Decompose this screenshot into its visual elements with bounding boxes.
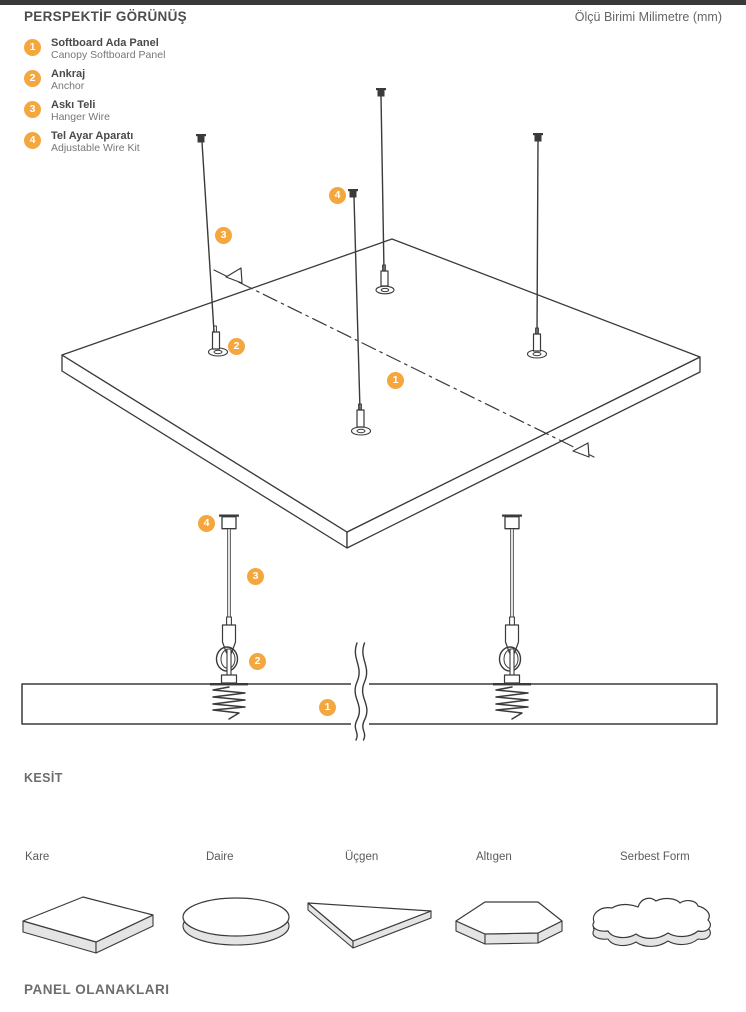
legend-title-wire: Askı Teli — [51, 99, 96, 111]
page-title: PERSPEKTİF GÖRÜNÜŞ — [24, 9, 187, 24]
callout-perspective-kit: 4 — [329, 187, 346, 204]
legend-subtitle-anchor: Anchor — [51, 80, 85, 92]
shape-freeform — [593, 898, 710, 946]
legend-title-anchor: Ankraj — [51, 68, 86, 80]
callout-perspective-panel: 1 — [387, 372, 404, 389]
legend-badge-2: 2 — [24, 70, 41, 87]
unit-note: Ölçü Birimi Milimetre (mm) — [574, 10, 722, 24]
section-panel-band — [22, 684, 717, 724]
callout-perspective-wire: 3 — [215, 227, 232, 244]
legend-badge-3: 3 — [24, 101, 41, 118]
legend-subtitle-kit: Adjustable Wire Kit — [51, 142, 140, 154]
legend-subtitle-panel: Canopy Softboard Panel — [51, 49, 166, 61]
shape-label-square: Kare — [25, 851, 50, 863]
callout-section-wire: 3 — [247, 568, 264, 585]
shape-triangle — [308, 903, 431, 948]
shape-label-hexagon: Altıgen — [476, 851, 512, 863]
legend-badge-4: 4 — [24, 132, 41, 149]
shape-label-circle: Daire — [206, 851, 234, 863]
legend-title-kit: Tel Ayar Aparatı — [51, 130, 134, 142]
shape-hexagon — [456, 902, 562, 944]
section-heading: KESİT — [24, 771, 63, 785]
callout-section-anchor: 2 — [249, 653, 266, 670]
legend-title-panel: Softboard Ada Panel — [51, 37, 159, 49]
shape-circle — [183, 898, 289, 945]
section-break-symbol — [351, 643, 369, 740]
legend-subtitle-wire: Hanger Wire — [51, 111, 110, 123]
callout-section-kit: 4 — [198, 515, 215, 532]
shape-label-freeform: Serbest Form — [620, 851, 690, 863]
shape-square — [23, 897, 153, 953]
footer-heading: PANEL OLANAKLARI — [24, 982, 170, 997]
legend-badge-1: 1 — [24, 39, 41, 56]
callout-perspective-anchor: 2 — [228, 338, 245, 355]
callout-section-panel: 1 — [319, 699, 336, 716]
shape-label-triangle: Üçgen — [345, 851, 379, 863]
